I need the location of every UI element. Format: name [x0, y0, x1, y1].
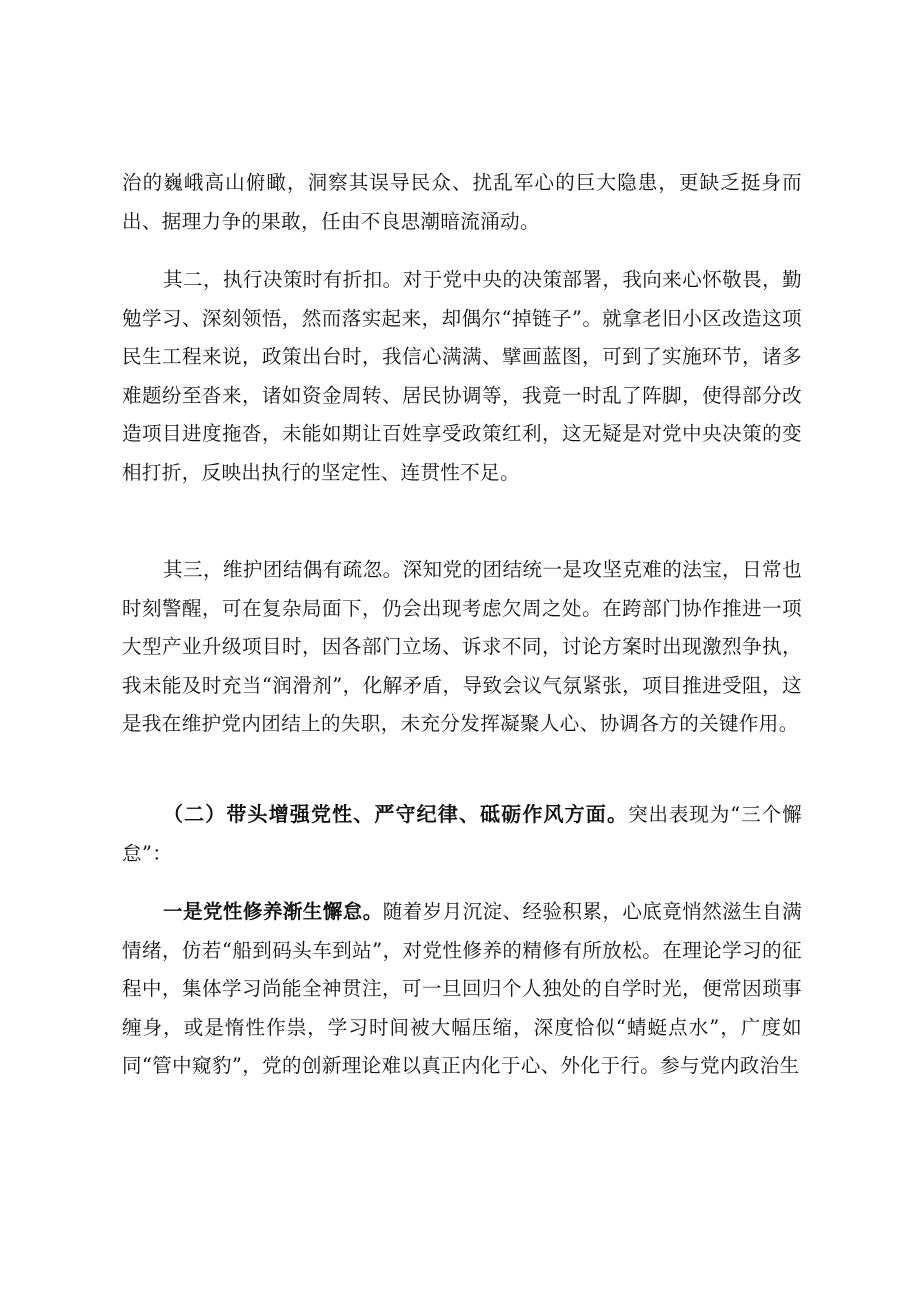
section-heading	[122, 795, 802, 873]
paragraph-continuation: 治的巍峨高山俯瞰，洞察其误导民众、扰乱军心的巨大隐患，更缺乏挺身而出、据理力争的果敢，任由不良思潮暗流涌动。	[122, 171, 802, 233]
section-heading-summary: 突出表现为“三个懈怠”：	[122, 803, 802, 865]
first-issue-body: 随着岁月沉淀、经验积累，心底竟悄然滋生自满情绪，仿若“船到码头车到站”，对党性修养的精修有所放松。在理论学习的征程中，集体学习尚能全神贯注，可一旦回归个人独处的自学时光，便常因琐事缠身，或是惰性作祟，学习时间被大幅压缩，深度恰似“蜻蜓点水”，广度如同“管中窥豹”，党的创新理论难以真正内化于心、外化于行。参与党内政治生	[122, 900, 802, 1077]
first-issue-title: 一是党性修养渐生懈怠。	[163, 900, 383, 923]
paragraph-second-point: 其二，执行决策时有折扣。对于党中央的决策部署，我向来心怀敬畏，勤勉学习、深刻领悟，然而落实起来，却偶尔“掉链子”。就拿老旧小区改造这项民生工程来说，政策出台时，我信心满满、擘画蓝图，可到了实施环节，诸多难题纷至沓来，诸如资金周转、居民协调等，我竟一时乱了阵脚，使得部分改造项目进度拖沓，未能如期让百姓享受政策红利，这无疑是对党中央决策的变相打折，反映出执行的坚定性、连贯性不足。	[122, 268, 802, 484]
paragraph-third-point: 其三，维护团结偶有疏忽。深知党的团结统一是攻坚克难的法宝，日常也时刻警醒，可在复杂局面下，仍会出现考虑欠周之处。在跨部门协作推进一项大型产业升级项目时，因各部门立场、诉求不同，讨论方案时出现激烈争执，我未能及时充当“润滑剂”，化解矛盾，导致会议气氛紧张，项目推进受阻，这是我在维护党内团结上的失职，未充分发挥凝聚人心、协调各方的关键作用。	[122, 558, 802, 735]
paragraph-first-issue	[122, 893, 802, 1086]
section-heading-title: （二）带头增强党性、严守纪律、砥砺作风方面。	[163, 802, 629, 826]
